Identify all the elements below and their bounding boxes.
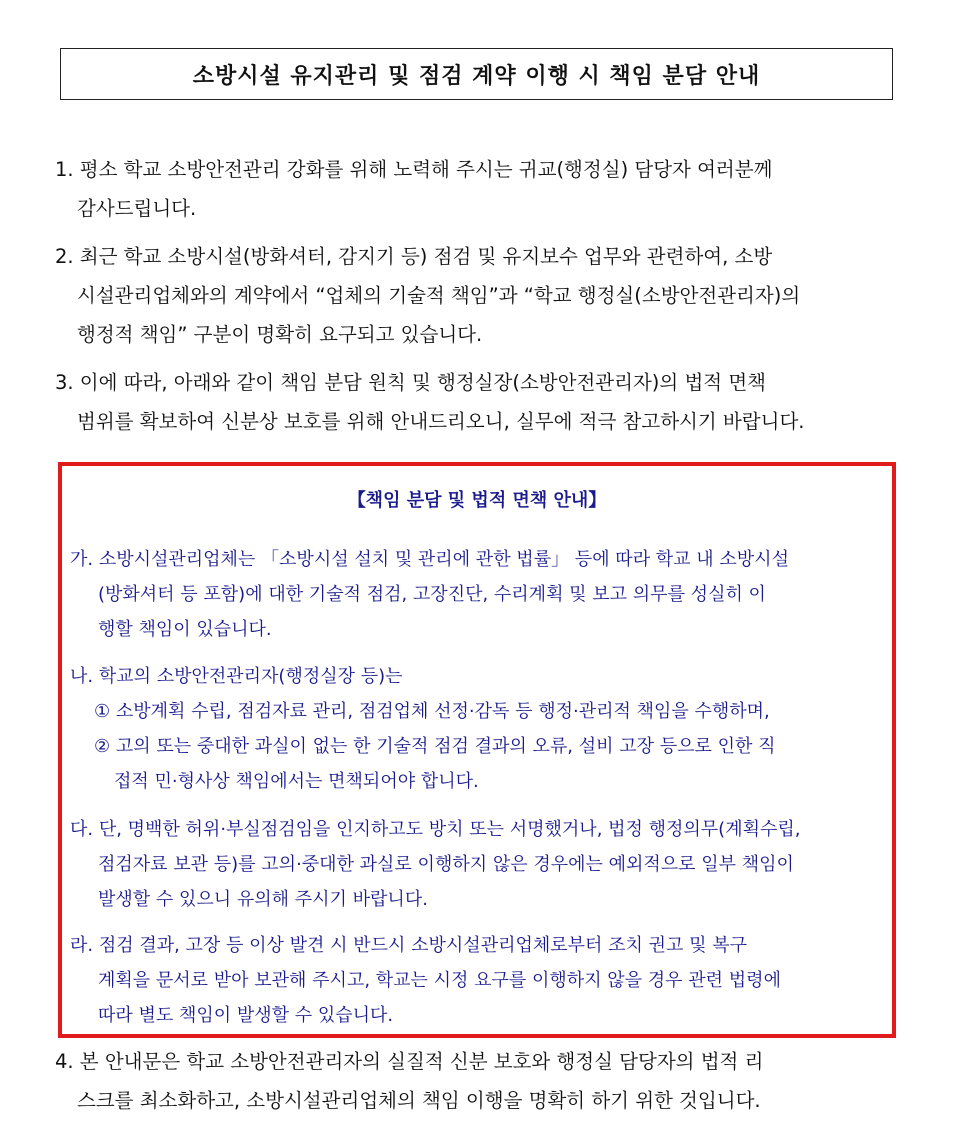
document-title-box: [60, 48, 893, 100]
paragraph-line: 2. 최근 학교 소방시설(방화셔터, 감지기 등) 점검 및 유지보수 업무와 관련하여, 소방: [55, 245, 773, 268]
paragraph-line: 1. 평소 학교 소방안전관리 강화를 위해 노력해 주시는 귀교(행정실) 담당자 여러분께: [55, 158, 773, 181]
paragraph-3: [55, 363, 900, 441]
notice-line: ① 소방계획 수립, 점검자료 관리, 점검업체 선정·감독 등 행정·관리적 책임을 수행하며,: [94, 701, 770, 722]
notice-line: 다. 단, 명백한 허위·부실점검임을 인지하고도 방치 또는 서명했거나, 법정 행정의무(계획수립,: [70, 819, 801, 840]
notice-line: 접적 민·형사상 책임에서는 면책되어야 합니다.: [114, 771, 479, 792]
paragraph-1: [55, 150, 900, 228]
paragraph-line: 시설관리업체와의 계약에서 “업체의 기술적 책임”과 “학교 행정실(소방안전관리자)의: [77, 284, 801, 307]
notice-title: 【책임 분담 및 법적 면책 안내】: [347, 490, 607, 511]
paragraph-line: 감사드립니다.: [77, 197, 197, 220]
paragraph-4: [55, 1042, 900, 1120]
notice-line: 점검자료 보관 등)를 고의·중대한 과실로 이행하지 않은 경우에는 예외적으로 일부 책임이: [98, 854, 794, 875]
notice-line: 계획을 문서로 받아 보관해 주시고, 학교는 시정 요구를 이행하지 않을 경우 관련 법령에: [98, 970, 781, 991]
notice-line: ② 고의 또는 중대한 과실이 없는 한 기술적 점검 결과의 오류, 설비 고장 등으로 인한 직: [94, 736, 776, 757]
notice-item-na: [70, 659, 892, 799]
document-title: 소방시설 유지관리 및 점검 계약 이행 시 책임 분담 안내: [192, 63, 761, 89]
notice-line: 행할 책임이 있습니다.: [98, 619, 272, 640]
notice-line: 따라 별도 책임이 발생할 수 있습니다.: [98, 1005, 394, 1026]
paragraph-line: 범위를 확보하여 신분상 보호를 위해 안내드리오니, 실무에 적극 참고하시기 바랍니다.: [77, 410, 805, 433]
paragraph-line: 3. 이에 따라, 아래와 같이 책임 분담 원칙 및 행정실장(소방안전관리자)의 법적 면책: [55, 371, 766, 394]
notice-item-ra: [70, 928, 892, 1033]
paragraph-line: 스크를 최소화하고, 소방시설관리업체의 책임 이행을 명확히 하기 위한 것입니다.: [77, 1089, 761, 1112]
liability-notice-box: [58, 462, 896, 1038]
notice-item-da: [70, 812, 892, 917]
notice-line: (방화셔터 등 포함)에 대한 기술적 점검, 고장진단, 수리계획 및 보고 의무를 성실히 이: [98, 584, 766, 605]
notice-item-ga: [70, 542, 892, 647]
notice-line: 가. 소방시설관리업체는 「소방시설 설치 및 관리에 관한 법률」 등에 따라 학교 내 소방시설: [70, 549, 789, 570]
paragraph-2: [55, 237, 900, 354]
paragraph-line: 행정적 책임” 구분이 명확히 요구되고 있습니다.: [77, 323, 483, 346]
notice-line: 발생할 수 있으니 유의해 주시기 바랍니다.: [98, 889, 428, 910]
notice-line: 나. 학교의 소방안전관리자(행정실장 등)는: [70, 666, 403, 687]
notice-line: 라. 점검 결과, 고장 등 이상 발견 시 반드시 소방시설관리업체로부터 조치 권고 및 복구: [70, 935, 748, 956]
paragraph-line: 4. 본 안내문은 학교 소방안전관리자의 실질적 신분 보호와 행정실 담당자의 법적 리: [55, 1050, 764, 1073]
